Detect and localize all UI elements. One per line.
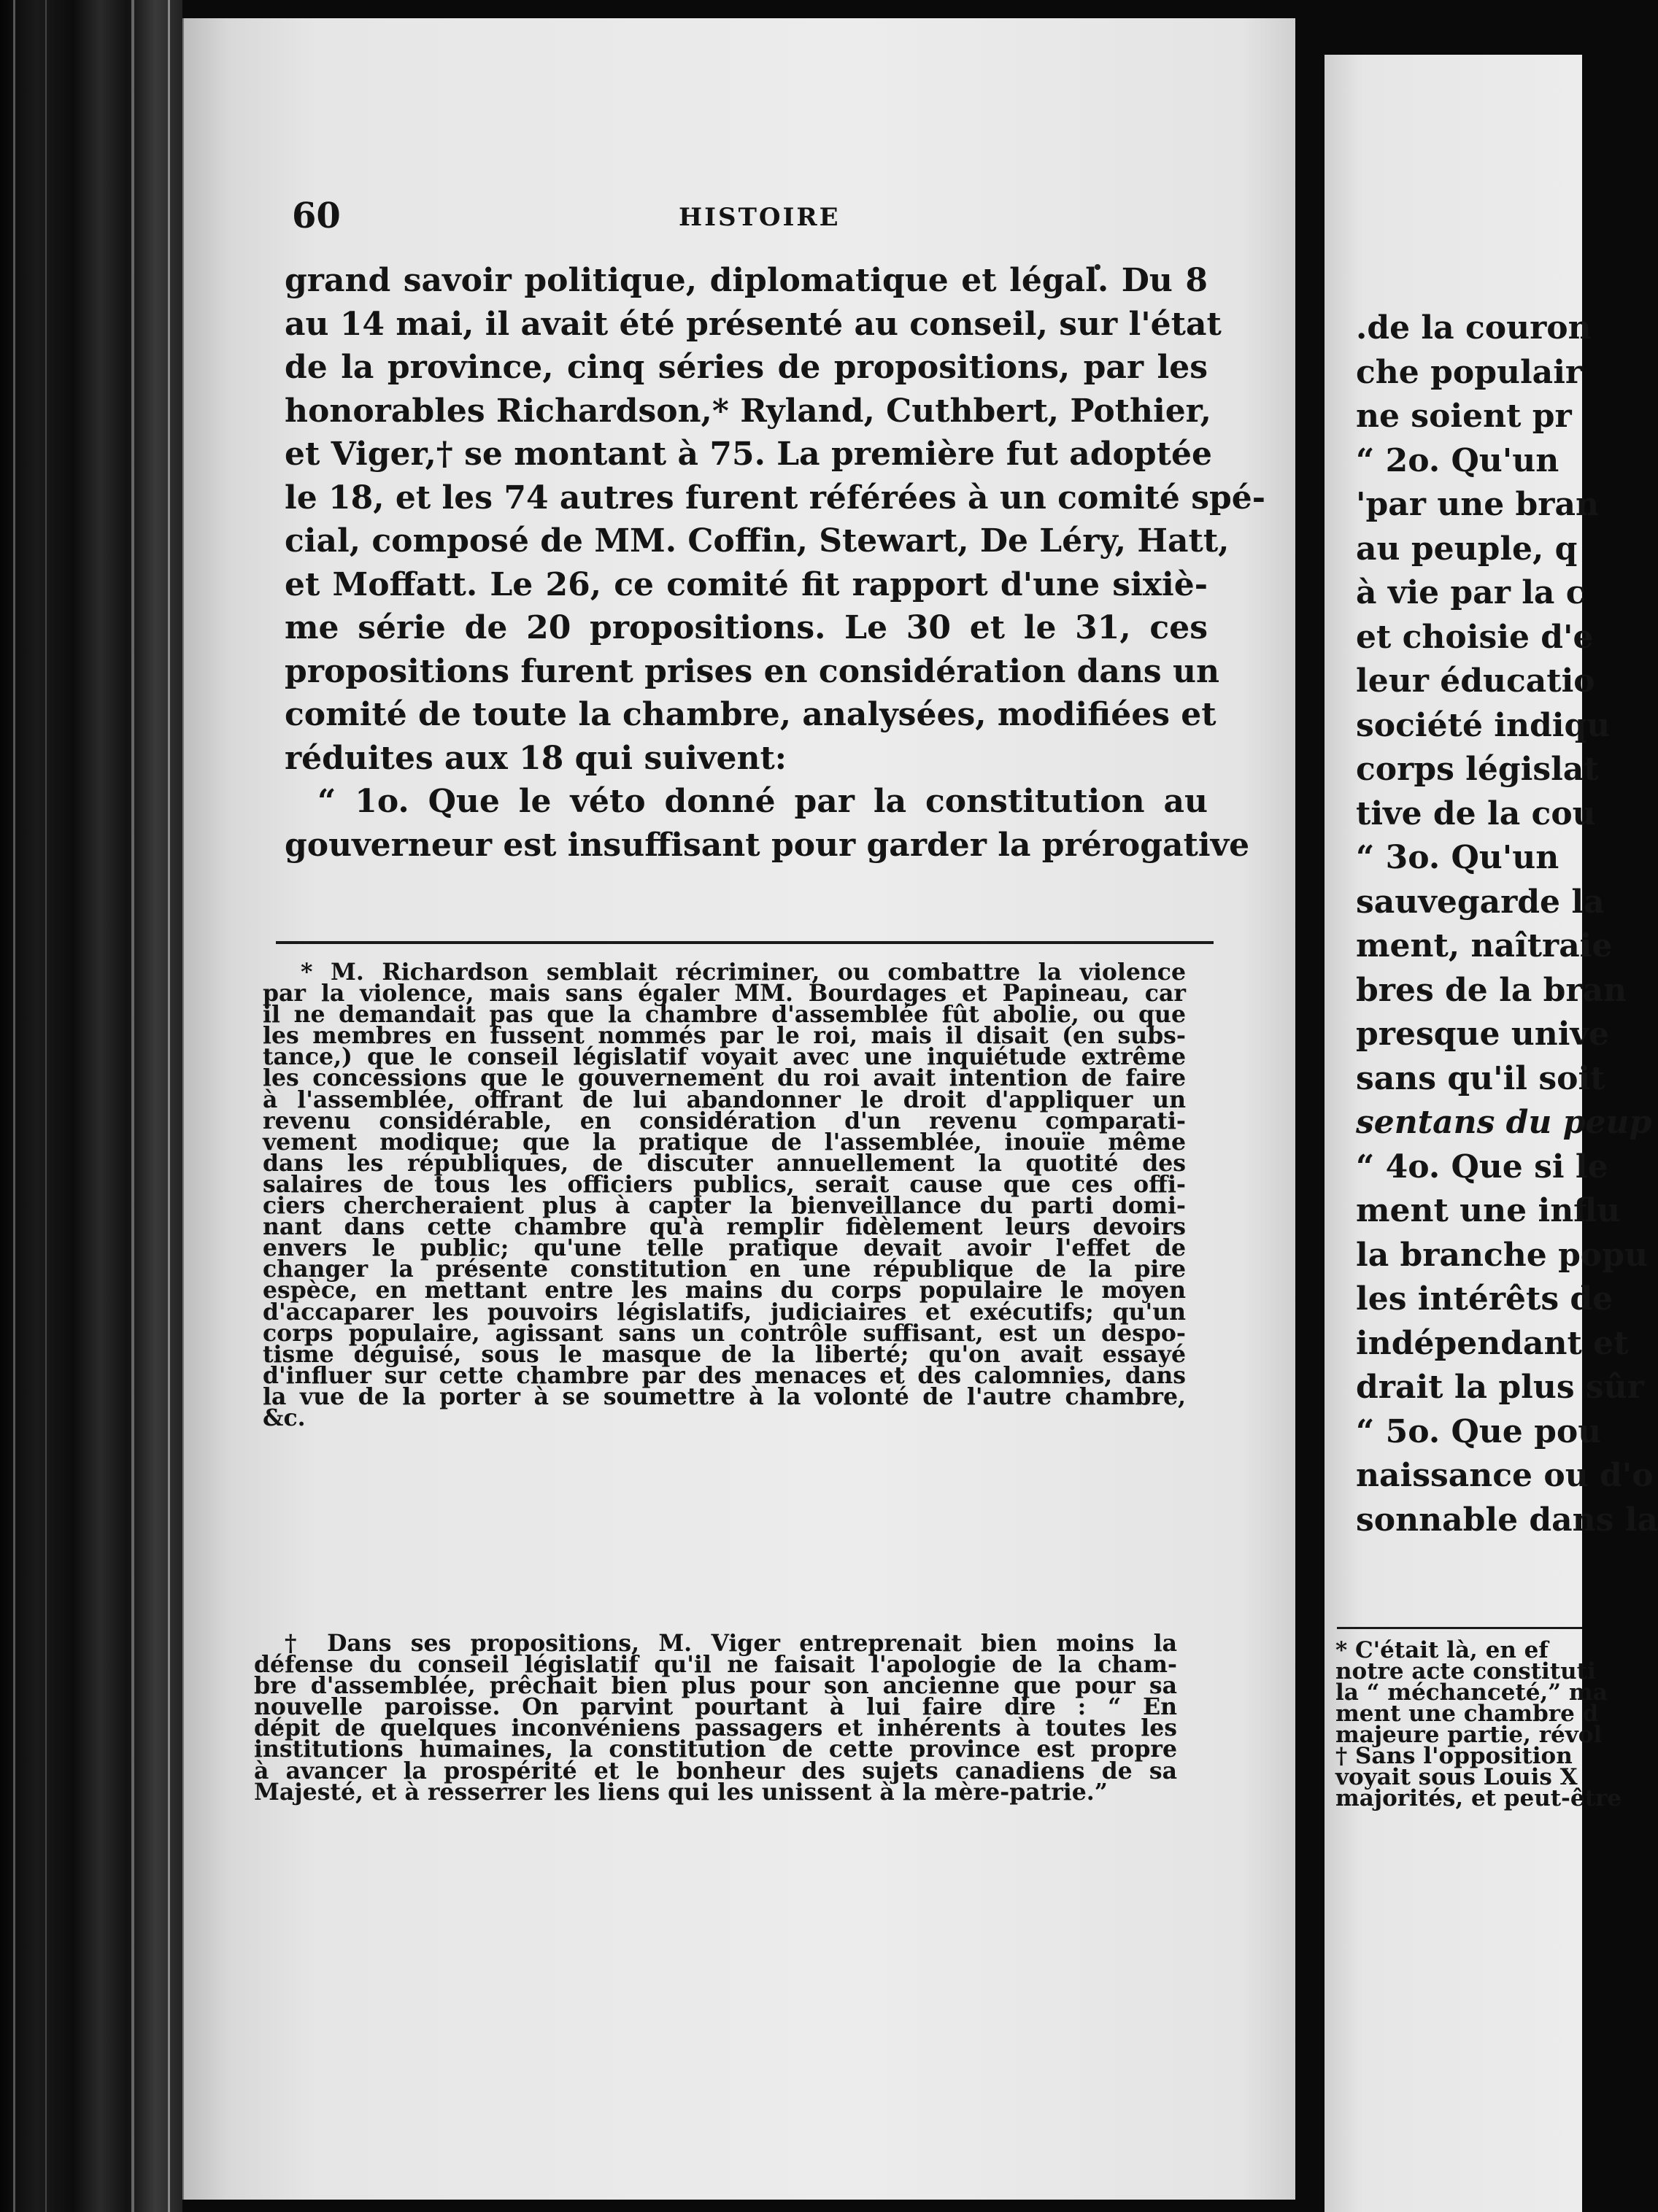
footnote-separator-rule [276,941,1214,944]
right-footnote-line: voyait sous Louis X [1335,1764,1578,1790]
binding-edge-line [131,0,134,2212]
body-line: cial, composé de MM. Coffin, Stewart, De Léry, Hatt, [285,522,1230,560]
footnote-richardson [263,959,1186,1431]
right-body-line: “ 5o. Que pou [1356,1412,1602,1450]
footnote-line: dans les républiques, de discuter annuellement la quotité des [263,1149,1186,1177]
right-footnote-line: * C'était là, en ef [1335,1637,1549,1663]
right-footnote-line: majorités, et peut-être [1335,1785,1622,1811]
footnote-line: salaires de tous les officiers publics, serait cause que ces offi- [263,1170,1186,1198]
footnote-line: il ne demandait pas que la chambre d'assemblée fût abolie, ou que [263,1001,1186,1029]
body-line: et Viger,† se montant à 75. La première fut adoptée [285,436,1212,473]
body-line: le 18, et les 74 autres furent référées à un comité spé- [285,479,1266,517]
right-body-line: corps législat [1356,751,1599,788]
right-body-line: sentans du peup [1356,1104,1652,1141]
right-footnote-line: † Sans l'opposition [1335,1743,1573,1769]
right-body-line: au peuple, q [1356,530,1578,568]
page-number: 60 [292,196,341,236]
right-body-line: ment, naîtraie [1356,927,1613,964]
body-line: “ 1o. Que le véto donné par la constitution au [317,783,1208,820]
right-body-line: société indiqu [1356,706,1611,744]
right-body-line: “ 4o. Que si le [1356,1148,1608,1186]
footnote-line: les membres en fussent nommés par le roi, mais il disait (en subs- [263,1022,1186,1050]
footnote-line: ciers chercheraient plus à capter la bienveillance du parti domi- [263,1192,1186,1220]
body-line: réduites aux 18 qui suivent: [285,739,787,777]
right-footnote-line: majeure partie, révol [1335,1722,1603,1748]
right-body-line: leur éducatio [1356,662,1595,700]
footnote-line: d'influer sur cette chambre par des menaces et des calomnies, dans [263,1361,1186,1389]
right-body-line: ment une influ [1356,1192,1621,1229]
body-line: gouverneur est insuffisant pour garder la prérogative [285,826,1250,864]
footnote-line: corps populaire, agissant sans un contrôle suffisant, est un despo- [263,1319,1186,1347]
right-body-line: naissance ou d'o [1356,1457,1654,1494]
footnote-line: Majesté, et à resserrer les liens qui les unissent à la mère-patrie.” [254,1778,1108,1806]
footnote-line: vement modique; que la pratique de l'assemblée, inouïe même [263,1128,1186,1156]
footnote-line: revenu considérable, en considération d'un revenu comparati- [263,1107,1186,1134]
body-line: comité de toute la chambre, analysées, modifiées et [285,696,1216,733]
page-header [292,196,1211,239]
right-page-body-text [1356,306,1658,1542]
running-head: HISTOIRE [679,203,841,232]
body-line: de la province, cinq séries de propositions, par les [285,349,1208,386]
body-line: et Moffatt. Le 26, ce comité fit rapport d'une sixiè- [285,565,1208,603]
right-footnote-line: notre acte constituti [1335,1658,1596,1685]
right-page-footnotes [1335,1637,1622,1811]
footnote-line: à l'assemblée, offrant de lui abandonner le droit d'appliquer un [263,1086,1186,1113]
right-body-line: “ 2o. Qu'un [1356,441,1559,479]
body-line: au 14 mai, il avait été présenté au conseil, sur l'état [285,305,1222,343]
footnote-line: institutions humaines, la constitution de cette province est propre [254,1736,1177,1763]
footnote-line: &c. [263,1404,306,1431]
footnote-line: nouvelle paroisse. On parvint pourtant à lui faire dire : “ En [254,1693,1177,1721]
page-gutter [1295,0,1325,2212]
footnote-line: † Dans ses propositions, M. Viger entreprenait bien moins la [285,1630,1177,1657]
footnote-line: envers le public; qu'une telle pratique devait avoir l'effet de [263,1234,1186,1262]
footnote-line: par la violence, mais sans égaler MM. Bourdages et Papineau, car [263,980,1186,1008]
footnote-line: d'accaparer les pouvoirs législatifs, judiciaires et exécutifs; qu'un [263,1298,1186,1326]
book-binding [0,0,182,2212]
right-body-line: tive de la cou [1356,794,1596,832]
right-body-line: sans qu'il soit [1356,1059,1605,1097]
footnote-line: dépit de quelques inconvéniens passagers et inhérents à toutes les [254,1714,1177,1742]
footnote-line: tisme déguisé, sous le masque de la liberté; qu'on avait essayé [263,1340,1186,1368]
right-body-line: à vie par la c [1356,574,1586,611]
right-body-line: les intérêts de [1356,1280,1613,1318]
binding-edge-line [13,0,15,2212]
footnote-line: changer la présente constitution en une république de la pire [263,1256,1186,1283]
right-footnote-line: la “ méchanceté,” ma [1335,1679,1608,1706]
main-body-text [285,259,1266,867]
footnote-line: espèce, en mettant entre les mains du corps populaire le moyen [263,1277,1186,1304]
footnote-line: bre d'assemblée, prêchait bien plus pour son ancienne que pour sa [254,1672,1177,1700]
footnote-viger [254,1630,1177,1806]
footnote-line: les concessions que le gouvernement du roi avait intention de faire [263,1064,1186,1092]
body-line: grand savoir politique, diplomatique et légal. Du 8 [285,262,1208,299]
right-body-line: et choisie d'e [1356,618,1594,656]
right-body-line: sauvegarde la [1356,883,1605,921]
right-body-line: presque unive [1356,1016,1610,1053]
body-line: me série de 20 propositions. Le 30 et le 31, ces [285,609,1208,646]
binding-edge-line [168,0,170,2212]
footnote-line: tance,) que le conseil législatif voyait avec une inquiétude extrême [263,1043,1186,1071]
right-body-line: .de la couron [1356,309,1592,347]
footnote-line: défense du conseil législatif qu'il ne faisait l'apologie de la cham- [254,1651,1177,1679]
right-body-line: indépendant et [1356,1324,1629,1362]
right-body-line: bres de la bran [1356,971,1627,1009]
footnote-line: * M. Richardson semblait récriminer, ou combattre la violence [301,959,1186,986]
footnote-line: la vue de la porter à se soumettre à la volonté de l'autre chambre, [263,1382,1186,1410]
footnote-line: à avancer la prospérité et le bonheur des sujets canadiens de sa [254,1757,1177,1784]
binding-edge-line [45,0,47,2212]
right-body-line: sonnable dans la [1356,1501,1658,1539]
right-body-line: 'par une bran [1356,486,1599,523]
body-line: honorables Richardson,* Ryland, Cuthbert, Pothier, [285,392,1211,430]
footnote-line: nant dans cette chambre qu'à remplir fidèlement leurs devoirs [263,1213,1186,1241]
right-body-line: la branche popu [1356,1236,1648,1274]
right-footnote-line: ment une chambre d [1335,1701,1599,1727]
right-body-line: che populair [1356,353,1583,391]
right-body-line: drait la plus sûr [1356,1369,1644,1406]
right-body-line: “ 3o. Qu'un [1356,839,1559,876]
right-footnote-rule [1337,1627,1582,1629]
right-body-line: ne soient pr [1356,398,1572,435]
body-line: propositions furent prises en considération dans un [285,652,1220,690]
